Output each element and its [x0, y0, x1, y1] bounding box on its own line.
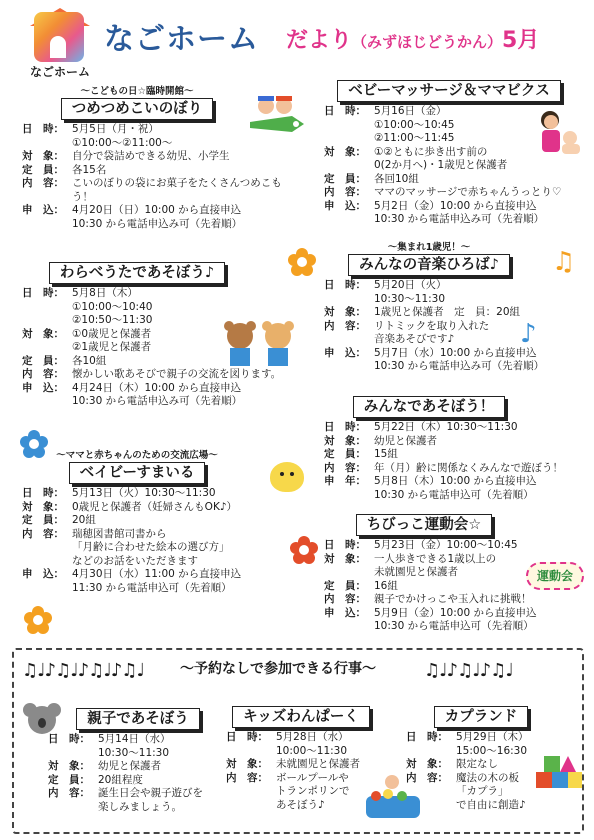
info-value-line: 10:30 から電話申込み可（先着順） — [72, 217, 243, 230]
info-label: 申 込： — [22, 381, 64, 394]
info-value-line: 5月13日（火）10:30～11:30 — [72, 487, 216, 499]
info-value — [72, 528, 312, 569]
info-row — [324, 462, 586, 476]
info-value-line: 5月7日（水）10:00 から直接申込 — [374, 346, 537, 359]
info-value-line: 15:00～16:30 — [456, 744, 528, 757]
info-value-line: こいのぼりの袋にお菓子をたくさんつめこも — [72, 177, 282, 189]
info-value — [72, 382, 312, 409]
chick-eye-icon — [280, 472, 284, 476]
section-title: ベイビーすまいる — [69, 462, 206, 484]
info-value — [374, 173, 586, 187]
flower-center — [297, 257, 307, 267]
info-row — [324, 475, 586, 502]
info-row — [22, 568, 312, 595]
info-value-line: ①10:00～10:45 — [374, 118, 455, 131]
info-value-line: 10:30 から電話申込み可（先着順） — [374, 360, 545, 372]
info-value — [98, 787, 228, 814]
info-label: 定 員： — [22, 163, 64, 176]
info-value-line: 楽しみましょう。 — [98, 800, 182, 813]
info-value — [72, 150, 312, 164]
subtitle-paren: （みずほじどうかん） — [352, 33, 503, 51]
info-value-line: 音楽あそびです♪ — [374, 333, 455, 345]
info-value — [72, 204, 312, 231]
info-row — [324, 421, 586, 435]
info-row — [22, 528, 312, 569]
info-row — [22, 177, 312, 204]
info-value — [456, 731, 584, 758]
info-value-line: 10:30 から電話申込可（先着順） — [374, 488, 534, 501]
info-label: 日 時： — [22, 123, 64, 135]
info-value-line: あそぼう♪ — [276, 798, 325, 811]
info-value-line: 5月22日（木）10:30～11:30 — [374, 421, 518, 433]
info-value — [456, 758, 584, 772]
info-label: 申 込： — [324, 199, 366, 212]
info-row — [22, 487, 312, 501]
info-value — [374, 279, 586, 306]
info-label: 日 時： — [226, 731, 268, 743]
flower-icon — [290, 536, 318, 564]
info-label: 申 込： — [22, 568, 64, 580]
flower-icon — [288, 248, 316, 276]
info-value-line: 10:30 から電話申込み可（先着順） — [374, 213, 545, 225]
section-title: つめつめこいのぼり — [61, 98, 214, 120]
chick-eye-icon — [290, 472, 294, 476]
newsletter-title: なごホーム — [104, 22, 259, 57]
info-label: 日 時： — [406, 731, 448, 743]
info-value — [374, 462, 586, 476]
info-label: 申 年： — [324, 475, 366, 487]
info-row — [226, 731, 396, 758]
info-value-line: ①10:00～②11:00～ — [72, 136, 173, 149]
event-title: カプランド — [434, 706, 529, 728]
info-label: 定 員： — [324, 579, 366, 592]
info-label: 対 象： — [324, 552, 366, 565]
info-value — [374, 347, 586, 374]
info-value-line: 各回10組 — [374, 172, 419, 185]
info-value-line: ①10:00～10:40 — [72, 300, 153, 313]
info-value — [374, 593, 586, 607]
info-value-line: 魔法の木の板 — [456, 771, 519, 784]
info-value-line: 4月20日（日）10:00 から直接申込 — [72, 204, 242, 216]
info-value-line: 未就園児と保護者 — [374, 566, 458, 578]
info-value-line: 年（月）齢に関係なくみんなで遊ぼう！ — [374, 461, 563, 474]
info-value-line: 10:30 から電話申込可（先着順） — [374, 620, 534, 632]
info-value-line: 5月14日（水） — [98, 733, 171, 745]
event-rows — [48, 733, 228, 814]
flower-icon — [24, 606, 52, 634]
info-label: 定 員： — [324, 448, 366, 460]
info-value-line: 瑞穂図書館司書から — [72, 527, 167, 540]
info-value-line: 誕生日会や親子遊びを — [98, 787, 203, 799]
section-title: ちびっこ運動会☆ — [356, 514, 493, 536]
info-value — [98, 733, 228, 760]
info-row — [324, 306, 586, 320]
info-value-line: 5月5日（月・祝） — [72, 123, 159, 135]
info-value-line: 限定なし — [456, 758, 498, 770]
info-row — [48, 787, 228, 814]
info-value-line: 16組 — [374, 579, 398, 592]
koinobori-illustration — [248, 96, 306, 136]
info-value-line: 10:30～11:30 — [98, 746, 170, 759]
newsletter-subtitle — [286, 26, 539, 57]
info-label: 内 容： — [226, 771, 268, 784]
logo-door-shape — [50, 36, 66, 58]
info-value — [72, 568, 312, 595]
music-notes-right: ♫♩♪♫♩♪♫♩ — [424, 660, 513, 681]
info-value-line: 親子でかけっこや玉入れに挑戦！ — [374, 593, 532, 605]
section-rows — [324, 279, 586, 374]
info-value-line: 各15名 — [72, 163, 107, 176]
info-value-line: 11:30 から電話申込可（先着順） — [72, 581, 232, 594]
info-value-line: 幼児と保護者 — [374, 434, 437, 447]
flower-center — [33, 615, 43, 625]
section-minna — [324, 396, 586, 502]
info-row — [48, 733, 228, 760]
info-value — [374, 186, 586, 200]
info-label: 内 容： — [48, 787, 90, 799]
info-value — [98, 774, 228, 788]
info-value-line: リトミックを取り入れた — [374, 319, 490, 332]
info-value-line: で自由に創造♪ — [456, 798, 526, 811]
info-value — [374, 607, 586, 634]
info-label: 申 込： — [324, 606, 366, 619]
info-value — [374, 421, 586, 435]
info-label: 内 容： — [324, 186, 366, 198]
info-row — [22, 382, 312, 409]
event-kapla — [406, 706, 584, 812]
info-label: 内 容： — [324, 461, 366, 474]
subtitle-month: 5月 — [502, 28, 540, 53]
info-row — [406, 758, 584, 772]
info-label: 申 込： — [22, 204, 64, 216]
info-row — [324, 279, 586, 306]
info-value-line: 1歳児と保護者 定 員：20組 — [374, 306, 521, 318]
section-rows — [22, 487, 312, 595]
info-label: 内 容： — [22, 368, 64, 380]
info-label: 定 員： — [48, 773, 90, 786]
info-value-line: ②10:50～11:30 — [72, 314, 153, 326]
info-label: 対 象： — [324, 145, 366, 158]
walk-in-events-heading: ～予約なしで参加できる行事～ — [180, 661, 376, 677]
info-row — [324, 539, 586, 553]
logo — [28, 8, 92, 86]
info-value — [456, 772, 584, 813]
info-label: 対 象： — [324, 434, 366, 447]
info-value-line: ①0歳児と保護者 — [72, 327, 152, 340]
info-value-line: ママのマッサージで赤ちゃんうっとり♡ — [374, 186, 562, 198]
info-value-line: 4月24日（木）10:00 から直接申込 — [72, 381, 242, 394]
info-value-line: ボールプールや — [276, 771, 349, 784]
info-label: 日 時： — [324, 539, 366, 551]
info-value-line: 一人歩きできる1歳以上の — [374, 552, 497, 565]
info-label: 定 員： — [22, 514, 64, 526]
info-row — [324, 593, 586, 607]
info-value — [374, 448, 586, 462]
info-value — [72, 177, 312, 204]
info-value — [374, 475, 586, 502]
info-value-line: 10:30 から電話申込み可（先着順） — [72, 395, 243, 407]
music-note-icon: ♫ — [552, 247, 576, 277]
info-value-line: 幼児と保護者 — [98, 760, 161, 772]
info-value-line: 0歳児と保護者（妊婦さんもOK♪） — [72, 500, 238, 513]
info-value — [374, 539, 586, 553]
info-value-line: 未就園児と保護者 — [276, 758, 360, 770]
info-value-line: 5月28日（水） — [276, 731, 349, 743]
info-value — [276, 731, 396, 758]
info-label: 日 時： — [48, 733, 90, 745]
info-row — [48, 760, 228, 774]
section-title: みんなであそぼう！ — [353, 396, 506, 418]
mother-baby-illustration — [538, 108, 584, 160]
section-tagline: ～集まれ1歳児！～ — [387, 242, 471, 253]
info-value-line: 15組 — [374, 448, 398, 460]
info-value — [374, 306, 586, 320]
event-oyako — [48, 708, 228, 814]
info-label: 日 時： — [324, 279, 366, 291]
flower-center — [29, 439, 39, 449]
info-label: 申 込： — [324, 346, 366, 359]
info-row — [48, 774, 228, 788]
info-row — [406, 772, 584, 813]
info-label: 対 象： — [22, 500, 64, 513]
info-row — [22, 150, 312, 164]
info-label: 内 容： — [22, 527, 64, 540]
info-value — [72, 501, 312, 515]
info-value-line: 自分で袋詰めできる幼児、小学生 — [72, 150, 230, 162]
undokai-badge: 運動会 — [526, 562, 584, 590]
info-label: 日 時： — [324, 421, 366, 433]
info-value — [374, 435, 586, 449]
info-label: 内 容： — [406, 771, 448, 784]
info-value-line: 5月23日（金）10:00～10:45 — [374, 539, 518, 551]
info-row — [324, 173, 586, 187]
section-tagline: ～こどもの日☆臨時開館～ — [80, 86, 194, 97]
event-title: 親子であそぼう — [76, 708, 200, 730]
flower-icon — [20, 430, 48, 458]
section-title: みんなの音楽ひろば♪ — [348, 254, 510, 276]
info-label: 対 象： — [324, 306, 366, 318]
info-value-line: ①②ともに歩き出す前の — [374, 145, 488, 158]
info-row — [22, 501, 312, 515]
info-row — [226, 772, 396, 813]
info-label: 対 象： — [226, 758, 268, 770]
info-value-line: 20組 — [72, 514, 96, 526]
section-rows — [324, 421, 586, 502]
info-value-line: 20組程度 — [98, 773, 143, 786]
info-row — [324, 320, 586, 347]
info-label: 定 員： — [22, 354, 64, 367]
section-title: ベビーマッサージ＆ママビクス — [337, 80, 560, 102]
event-title: キッズわんぱーく — [232, 706, 370, 728]
info-row — [22, 164, 312, 178]
info-label: 日 時： — [324, 105, 366, 117]
section-rows — [22, 123, 312, 231]
subtitle-main: だより — [286, 28, 353, 53]
info-row — [324, 186, 586, 200]
event-rows — [226, 731, 396, 812]
info-row — [226, 758, 396, 772]
info-value-line: 「カプラ」 — [456, 785, 509, 797]
info-label: 対 象： — [22, 150, 64, 162]
info-value-line: 5月20日（火） — [374, 279, 447, 291]
info-label: 対 象： — [22, 327, 64, 340]
info-row — [22, 368, 312, 382]
section-tagline: ～ママと赤ちゃんのための交流広場～ — [56, 450, 218, 461]
info-value-line: 5月16日（金） — [374, 105, 447, 117]
info-value — [72, 164, 312, 178]
event-rows — [406, 731, 584, 812]
info-row — [324, 347, 586, 374]
info-value-line: などのお話をいただきます — [72, 554, 198, 567]
event-kids — [226, 706, 396, 812]
info-row — [324, 200, 586, 227]
info-row — [22, 514, 312, 528]
info-value — [276, 758, 396, 772]
bears-illustration — [220, 318, 300, 368]
section-babysmile — [22, 450, 312, 595]
info-value — [72, 368, 312, 382]
music-note-icon: ♪ — [520, 319, 537, 349]
info-value-line: 10:00～11:30 — [276, 744, 348, 757]
info-value-line: ②1歳児と保護者 — [72, 341, 152, 353]
info-value-line: トランポリンで — [276, 785, 350, 797]
chick-icon — [270, 462, 304, 492]
info-row — [324, 448, 586, 462]
flower-center — [299, 545, 309, 555]
info-value-line: 5月9日（金）10:00 から直接申込 — [374, 606, 537, 619]
logo-text: なごホーム — [29, 65, 90, 79]
info-value-line: 4月30日（水）11:00 から直接申込 — [72, 568, 242, 580]
info-value-line: う！ — [72, 190, 93, 203]
info-row — [324, 607, 586, 634]
info-value-line: 5月2日（金）10:00 から直接申込 — [374, 199, 537, 212]
info-value — [98, 760, 228, 774]
info-row — [22, 204, 312, 231]
music-notes-left: ♫♩♪♫♩♪♫♩♪♫♩ — [22, 660, 144, 681]
info-label: 定 員： — [324, 172, 366, 185]
section-music — [324, 242, 586, 374]
info-value-line: 各10組 — [72, 354, 107, 367]
info-row — [324, 435, 586, 449]
info-value — [276, 772, 396, 813]
info-value-line: ②11:00～11:45 — [374, 132, 455, 144]
info-label: 日 時： — [22, 487, 64, 499]
info-label: 対 象： — [48, 760, 90, 772]
info-value-line: 5月8日（木） — [72, 287, 138, 299]
section-title: わらべうたであそぼう♪ — [49, 262, 225, 284]
info-value-line: 10:30～11:30 — [374, 292, 446, 305]
info-value — [374, 320, 586, 347]
info-value-line: 5月29日（木） — [456, 731, 529, 743]
info-row — [406, 731, 584, 758]
info-value-line: 0(2か月へ)・1歳児と保護者 — [374, 159, 508, 171]
info-label: 内 容： — [324, 319, 366, 332]
info-label: 対 象： — [406, 758, 448, 770]
info-value — [72, 514, 312, 528]
info-label: 内 容： — [22, 177, 64, 189]
info-label: 内 容： — [324, 593, 366, 605]
info-label: 日 時： — [22, 287, 64, 299]
info-value-line: 5月8日（木）10:00 から直接申込 — [374, 475, 537, 487]
info-value-line: 懐かしい歌あそびで親子の交流を図ります。 — [72, 368, 282, 380]
info-value — [374, 200, 586, 227]
info-value-line: 「月齢に合わせた絵本の選び方」 — [72, 541, 230, 553]
